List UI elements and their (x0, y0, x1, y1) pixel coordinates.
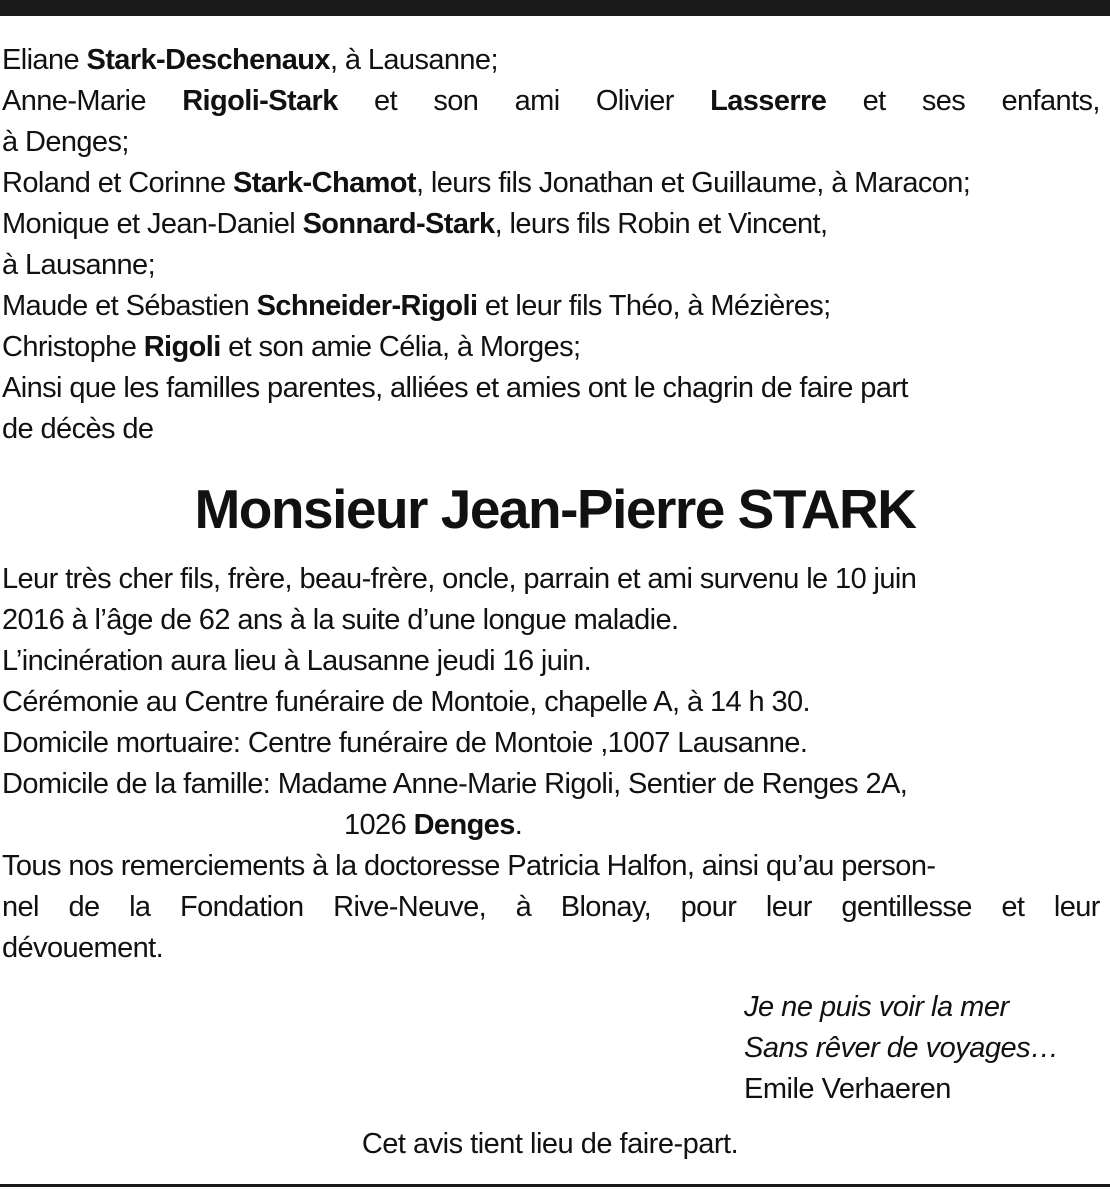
quote-author: Emile Verhaeren (744, 1073, 951, 1105)
announcer-text: Monique et Jean-Daniel (2, 208, 303, 240)
detail-line-address (2, 805, 1100, 846)
bottom-border-rule (0, 1184, 1110, 1187)
announcer-text: , à Lausanne; (329, 44, 498, 76)
thanks-line-justified (2, 887, 1100, 928)
footer-note: Cet avis tient lieu de faire-part. (361, 1128, 739, 1160)
announcer-line: Ainsi que les familles parentes, alliées et amies ont le chagrin de faire part (2, 372, 908, 404)
word: et (1001, 891, 1025, 923)
word: pour (680, 891, 737, 923)
announcer-line: à Lausanne; (2, 249, 156, 281)
announcer-text: Eliane (2, 44, 87, 76)
word: Blonay, (560, 891, 652, 923)
announcer-text: et leur fils Théo, à Mézières; (477, 290, 831, 322)
word: enfants, (1001, 85, 1100, 117)
detail-line: Domicile de la famille: Madame Anne-Marie Rigoli, Sentier de Renges 2A, (2, 768, 908, 800)
detail-line: L’incinération aura lieu à Lausanne jeudi 16 juin. (2, 645, 592, 677)
announcer-line: de décès de (2, 413, 154, 445)
word: la (129, 891, 151, 923)
announcer-line (2, 40, 1100, 81)
announcer-text: Christophe (2, 331, 144, 363)
family-name: Stark-Chamot (233, 167, 416, 199)
family-name: Rigoli (143, 331, 221, 363)
family-name: Stark-Deschenaux (86, 44, 330, 76)
thanks-line: Tous nos remerciements à la doctoresse Patricia Halfon, ainsi qu’au person- (2, 850, 936, 882)
word: ami (514, 85, 560, 117)
word: à (515, 891, 532, 923)
word: de (68, 891, 100, 923)
quote-line: Je ne puis voir la mer (744, 991, 1009, 1023)
quote-line: Sans rêver de voyages… (744, 1032, 1059, 1064)
word: leur (1053, 891, 1100, 923)
word: son (433, 85, 479, 117)
details-block (2, 559, 1100, 969)
announcer-text: , leurs fils Jonathan et Guillaume, à Maracon; (415, 167, 971, 199)
detail-line: Cérémonie au Centre funéraire de Montoie, chapelle A, à 14 h 30. (2, 686, 810, 718)
detail-line: Domicile mortuaire: Centre funéraire de Montoie ,1007 Lausanne. (2, 727, 808, 759)
announcers-block (2, 40, 1100, 450)
announcer-line: à Denges; (2, 126, 129, 158)
deceased-name-heading: Monsieur Jean-Pierre STARK (194, 478, 916, 540)
family-name: Schneider-Rigoli (256, 290, 478, 322)
punctuation: . (514, 809, 523, 841)
announcer-text: Roland et Corinne (2, 167, 234, 199)
word: Rive-Neuve, (333, 891, 487, 923)
announcer-line-justified (2, 81, 1100, 122)
word: Fondation (179, 891, 304, 923)
city-name: Denges (413, 809, 515, 841)
family-name: Rigoli-Stark (182, 85, 338, 117)
word: leur (765, 891, 812, 923)
top-border-rule (0, 0, 1110, 16)
announcer-line (2, 163, 1100, 204)
announcer-line (2, 286, 1100, 327)
announcer-line (2, 327, 1100, 368)
family-name: Sonnard-Stark (302, 208, 495, 240)
word: Olivier (595, 85, 674, 117)
word: Anne-Marie (2, 85, 146, 117)
announcer-text: Maude et Sébastien (2, 290, 257, 322)
word: ses (921, 85, 966, 117)
thanks-line: dévouement. (2, 932, 164, 964)
announcer-text: , leurs fils Robin et Vincent, (494, 208, 828, 240)
detail-line: 2016 à l’âge de 62 ans à la suite d’une longue maladie. (2, 604, 679, 636)
word: et (374, 85, 398, 117)
word: gentillesse (841, 891, 972, 923)
family-name: Lasserre (710, 85, 827, 117)
word: nel (2, 891, 39, 923)
word: et (862, 85, 886, 117)
announcer-text: et son amie Célia, à Morges; (220, 331, 581, 363)
poem-quote (744, 987, 1059, 1110)
detail-line: Leur très cher fils, frère, beau-frère, oncle, parrain et ami survenu le 10 juin (2, 563, 917, 595)
postal-code: 1026 (344, 809, 414, 841)
announcer-line (2, 204, 1100, 245)
